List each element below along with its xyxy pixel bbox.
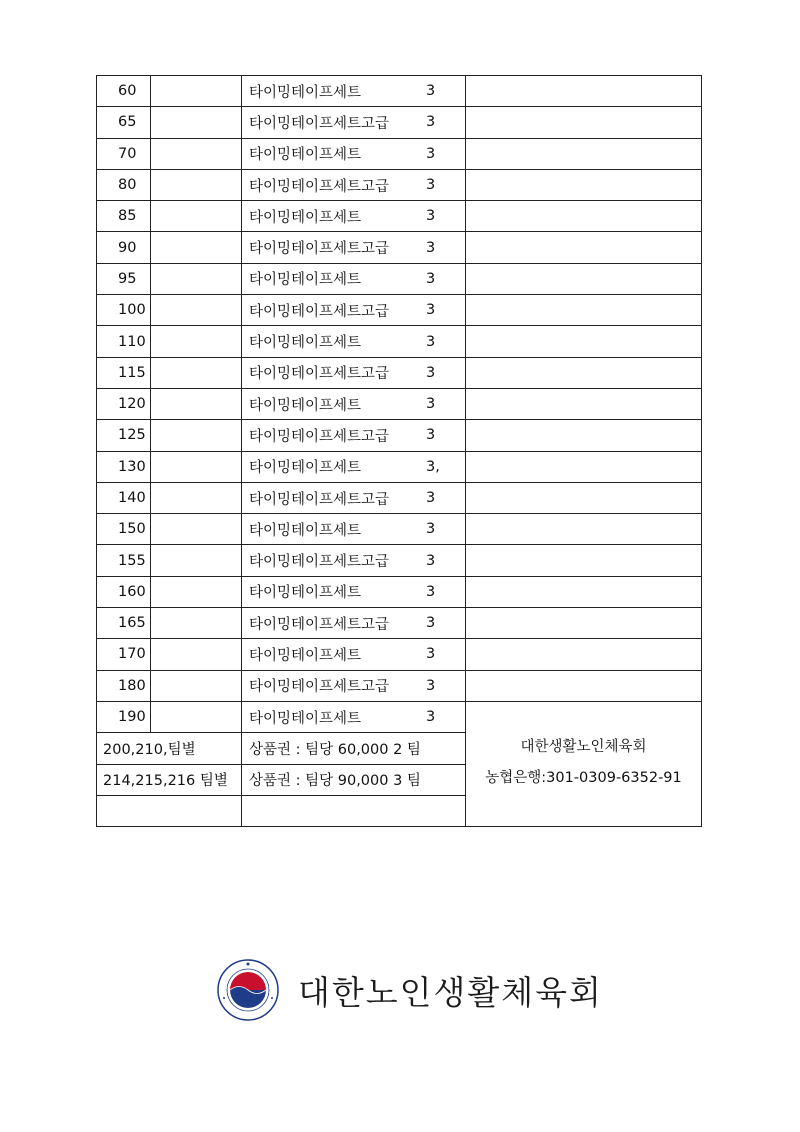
prize-name: 타이밍테이프세트고급 — [249, 679, 390, 696]
score-cell: 80 — [97, 169, 151, 200]
table-row — [97, 451, 702, 482]
prize-cell — [242, 295, 466, 326]
prize-name: 타이밍테이프세트 — [249, 460, 362, 477]
prize-quantity: 3 — [426, 145, 436, 162]
score-cell: 180 — [97, 670, 151, 701]
prize-name: 타이밍테이프세트 — [249, 397, 362, 414]
bank-info-line1 — [466, 702, 701, 732]
score-cell: 170 — [97, 639, 151, 670]
prize-name: 타이밍테이프세트고급 — [249, 554, 390, 571]
team-cell — [151, 169, 242, 200]
note-cell — [466, 576, 702, 607]
table-row — [97, 670, 702, 701]
team-cell — [151, 295, 242, 326]
prize-quantity: 3 — [426, 83, 436, 100]
prize-quantity: 3 — [426, 583, 436, 600]
prize-name: 타이밍테이프세트고급 — [249, 178, 390, 195]
score-cell: 155 — [97, 545, 151, 576]
team-cell — [151, 482, 242, 513]
prize-cell — [242, 451, 466, 482]
bank-info-line3: 농협은행:301-0309-6352-91 — [485, 769, 682, 786]
prize-name: 타이밍테이프세트 — [249, 147, 362, 164]
prize-quantity: 3 — [426, 615, 436, 632]
score-cell: 125 — [97, 420, 151, 451]
note-cell — [466, 76, 702, 107]
prize-cell — [242, 576, 466, 607]
note-cell — [466, 201, 702, 232]
table-row — [97, 701, 702, 732]
team-cell — [151, 357, 242, 388]
prize-name: 타이밍테이프세트 — [249, 335, 362, 352]
prize-name: 타이밍테이프세트고급 — [249, 366, 390, 383]
note-cell — [466, 138, 702, 169]
score-cell: 60 — [97, 76, 151, 107]
team-cell — [151, 545, 242, 576]
prize-name: 타이밍테이프세트고급 — [249, 428, 390, 445]
team-cell — [151, 107, 242, 138]
note-cell — [466, 295, 702, 326]
score-cell: 120 — [97, 388, 151, 419]
prize-quantity: 3 — [426, 270, 436, 287]
gift-card-cell: 상품권 : 팀당 60,000 2 팀 — [242, 733, 466, 764]
score-cell: 140 — [97, 482, 151, 513]
prize-quantity: 3, — [426, 458, 440, 475]
note-cell — [466, 670, 702, 701]
score-cell: 65 — [97, 107, 151, 138]
score-cell: 95 — [97, 263, 151, 294]
note-cell — [466, 420, 702, 451]
score-cell: 70 — [97, 138, 151, 169]
note-cell — [466, 107, 702, 138]
prize-cell — [242, 326, 466, 357]
prize-quantity: 3 — [426, 709, 436, 726]
score-cell: 165 — [97, 608, 151, 639]
team-cell — [151, 451, 242, 482]
table-row — [97, 608, 702, 639]
score-cell: 190 — [97, 701, 151, 732]
note-cell — [466, 357, 702, 388]
table-row — [97, 545, 702, 576]
prize-quantity: 3 — [426, 490, 436, 506]
prize-name: 타이밍테이프세트고급 — [249, 241, 390, 258]
score-cell: 150 — [97, 514, 151, 545]
note-cell — [466, 169, 702, 200]
prize-quantity: 3 — [426, 333, 436, 350]
prize-quantity: 3 — [426, 302, 436, 319]
team-cell — [151, 263, 242, 294]
note-cell — [466, 639, 702, 670]
table-row — [97, 169, 702, 200]
prize-cell — [242, 639, 466, 670]
org-name: 대한노인생활체육회 — [298, 972, 603, 1012]
note-cell — [466, 232, 702, 263]
team-cell — [151, 701, 242, 732]
note-cell — [466, 514, 702, 545]
prize-cell — [242, 608, 466, 639]
bank-info-line2: 대한생활노인체육회 — [520, 739, 647, 756]
score-cell: 85 — [97, 201, 151, 232]
gift-card-cell: 상품권 : 팀당 90,000 3 팀 — [242, 764, 466, 795]
prize-quantity: 3 — [426, 208, 436, 225]
table-row — [97, 420, 702, 451]
prize-cell — [242, 545, 466, 576]
prize-quantity: 3 — [426, 364, 436, 381]
prize-cell — [242, 232, 466, 263]
team-score-cell: 214,215,216 팀별 — [97, 764, 242, 795]
team-score-cell: 200,210,팀별 — [97, 733, 242, 764]
note-cell — [466, 608, 702, 639]
table-row — [97, 232, 702, 263]
table-row — [97, 639, 702, 670]
prize-cell — [242, 670, 466, 701]
gift-card-cell — [242, 795, 466, 826]
table-row — [97, 76, 702, 107]
score-cell: 100 — [97, 295, 151, 326]
prize-quantity: 3 — [426, 177, 436, 194]
score-cell: 90 — [97, 232, 151, 263]
note-cell — [466, 451, 702, 482]
score-cell: 160 — [97, 576, 151, 607]
prize-quantity: 3 — [426, 521, 436, 538]
footer-logo — [216, 958, 603, 1022]
team-cell — [151, 76, 242, 107]
team-cell — [151, 201, 242, 232]
note-cell — [466, 326, 702, 357]
prize-name: 타이밍테이프세트 — [249, 585, 362, 602]
prize-cell — [242, 420, 466, 451]
prize-quantity: 3 — [426, 239, 436, 256]
prize-name: 타이밍테이프세트 — [249, 647, 362, 664]
table-row — [97, 514, 702, 545]
team-cell — [151, 576, 242, 607]
prize-name: 타이밍테이프세트 — [249, 522, 362, 539]
team-cell — [151, 608, 242, 639]
team-cell — [151, 514, 242, 545]
prize-quantity: 3 — [426, 552, 436, 569]
table-row — [97, 357, 702, 388]
prize-quantity: 3 — [426, 646, 436, 663]
table-row — [97, 482, 702, 513]
team-cell — [151, 138, 242, 169]
prize-cell — [242, 138, 466, 169]
note-cell — [466, 388, 702, 419]
prize-table — [96, 75, 702, 827]
prize-cell — [242, 514, 466, 545]
table-row — [97, 388, 702, 419]
prize-name: 타이밍테이프세트 — [249, 710, 362, 727]
prize-name: 타이밍테이프세트 — [249, 84, 362, 101]
prize-name: 타이밍테이프세트고급 — [249, 491, 390, 508]
prize-cell — [242, 201, 466, 232]
prize-cell — [242, 701, 466, 732]
note-cell — [466, 263, 702, 294]
prize-cell — [242, 169, 466, 200]
prize-table-body — [97, 76, 702, 827]
table-row — [97, 138, 702, 169]
prize-cell — [242, 482, 466, 513]
prize-name: 타이밍테이프세트고급 — [249, 115, 390, 132]
prize-cell — [242, 76, 466, 107]
team-score-cell — [97, 795, 242, 826]
prize-name: 타이밍테이프세트 — [249, 272, 362, 289]
note-cell — [466, 482, 702, 513]
table-row — [97, 263, 702, 294]
prize-cell — [242, 107, 466, 138]
prize-cell — [242, 357, 466, 388]
score-cell: 115 — [97, 357, 151, 388]
team-cell — [151, 388, 242, 419]
prize-cell — [242, 263, 466, 294]
table-row — [97, 326, 702, 357]
prize-quantity: 3 — [426, 396, 436, 413]
prize-name: 타이밍테이프세트고급 — [249, 616, 390, 633]
bank-info-cell — [466, 701, 702, 826]
prize-quantity: 3 — [426, 427, 436, 444]
table-row — [97, 295, 702, 326]
score-cell: 110 — [97, 326, 151, 357]
table-row — [97, 201, 702, 232]
prize-cell — [242, 388, 466, 419]
team-cell — [151, 326, 242, 357]
team-cell — [151, 670, 242, 701]
seal-emblem-icon — [216, 958, 280, 1022]
prize-name: 타이밍테이프세트고급 — [249, 303, 390, 320]
prize-quantity: 3 — [426, 114, 436, 131]
table-row — [97, 107, 702, 138]
note-cell — [466, 545, 702, 576]
team-cell — [151, 639, 242, 670]
prize-quantity: 3 — [426, 677, 436, 694]
prize-name: 타이밍테이프세트 — [249, 209, 362, 226]
team-cell — [151, 232, 242, 263]
team-cell — [151, 420, 242, 451]
table-row — [97, 576, 702, 607]
score-cell: 130 — [97, 451, 151, 482]
